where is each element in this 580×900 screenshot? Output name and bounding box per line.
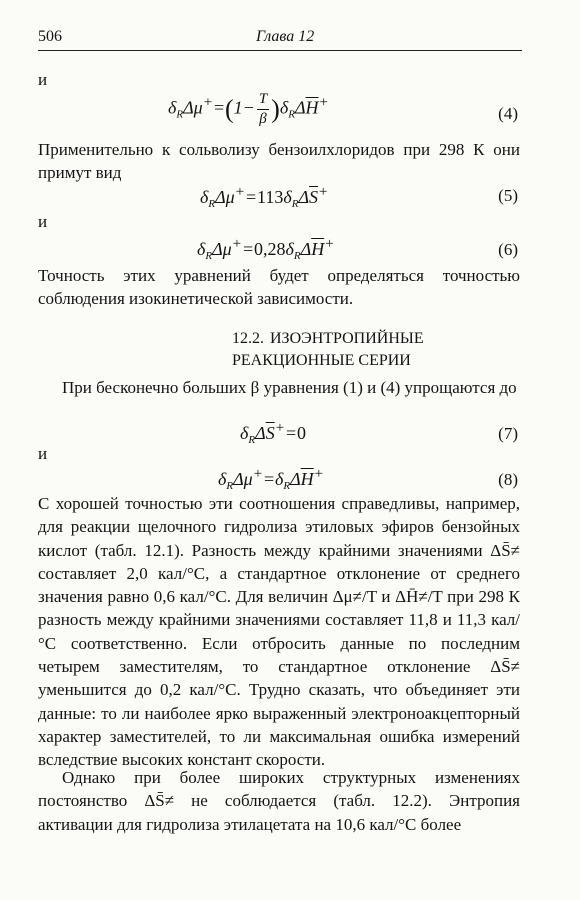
equation-7: $\delta_R\Delta\overline{S}^+=0$ bbox=[240, 420, 306, 446]
equation-number-5: (5) bbox=[498, 186, 518, 205]
eq7-rhs: 0 bbox=[296, 423, 306, 443]
equation-5: $\delta_R\Delta\mu^+=113\delta_R\Delta\overline{S}^+$ bbox=[200, 184, 329, 210]
eq5-coefficient: 113 bbox=[257, 187, 284, 207]
section-number: 12.2. bbox=[232, 330, 264, 347]
connector-word: и bbox=[38, 212, 48, 231]
connector-word: и bbox=[38, 444, 48, 463]
page-header bbox=[38, 28, 522, 51]
equation-number-7: (7) bbox=[498, 424, 518, 443]
equation-4: $\delta_R\Delta\mu^+=(1-$ $\frac{T}{\beta}$ )$\delta_R\Delta\overline{H}^+$ bbox=[168, 91, 329, 127]
connector-word: и bbox=[38, 70, 48, 89]
equation-number-6: (6) bbox=[498, 240, 518, 259]
equation-number-4: (4) bbox=[498, 104, 518, 123]
paragraph-solvolysis: Применительно к сольволизу бензоилхлоридов при 298 К они примут вид bbox=[38, 140, 520, 183]
paragraph-hydrolysis: С хорошей точностью эти соотношения справедливы, например, для реакции щелочного гидролиза этиловых эфиров бензойных кислот (табл. 12.1). Разность между крайними значениями ΔS̄≠ составляет 2,0 кал/°С, а стандартное отклонение от среднего значения равно 0,6 кал/°С. Для величин Δμ≠/T и ΔH̄≠/T при 298 К разность между крайними значениями составляет 11,8 и 11,3 кал/°С соответственно. Если отбросить данные по последним четырем заместителям, то стандартное отклонение ΔS̄≠ уменьшится до 0,2 кал/°С. Трудно сказать, что объединяет эти данные: то ли наиболее ярко выраженный электроноакцепторный характер заместителей, то ли максимальная ошибка измерений вследствие высоких констант скорости. bbox=[38, 494, 520, 770]
section-title-line1: ИЗОЭНТРОПИЙНЫЕ bbox=[270, 330, 424, 347]
section-title-line2: РЕАКЦИОННЫЕ СЕРИИ bbox=[232, 352, 411, 369]
running-head: Глава 12 bbox=[256, 28, 315, 45]
equation-6: $\delta_R\Delta\mu^+=0,28\delta_R\Delta\overline{H}^+$ bbox=[197, 236, 335, 262]
page-number: 506 bbox=[38, 28, 62, 45]
equation-number-8: (8) bbox=[498, 470, 518, 489]
section-heading bbox=[232, 328, 424, 372]
eq6-coefficient: 0,28 bbox=[254, 239, 286, 259]
equation-8: $\delta_R\Delta\mu^+=\delta_R\Delta\overline{H}^+$ bbox=[218, 466, 324, 492]
paragraph-accuracy: Точность этих уравнений будет определяться точностью соблюдения изокинетической зависимости. bbox=[38, 266, 520, 309]
paragraph-infinite-beta: При бесконечно больших β уравнения (1) и (4) упрощаются до bbox=[62, 378, 517, 397]
paragraph-structural-changes: Однако при более широких структурных изменениях постоянство ΔS̄≠ не соблюдается (табл. 12.2). Энтропия активации для гидролиза этилацетата на 10,6 кал/°С более bbox=[38, 768, 520, 834]
